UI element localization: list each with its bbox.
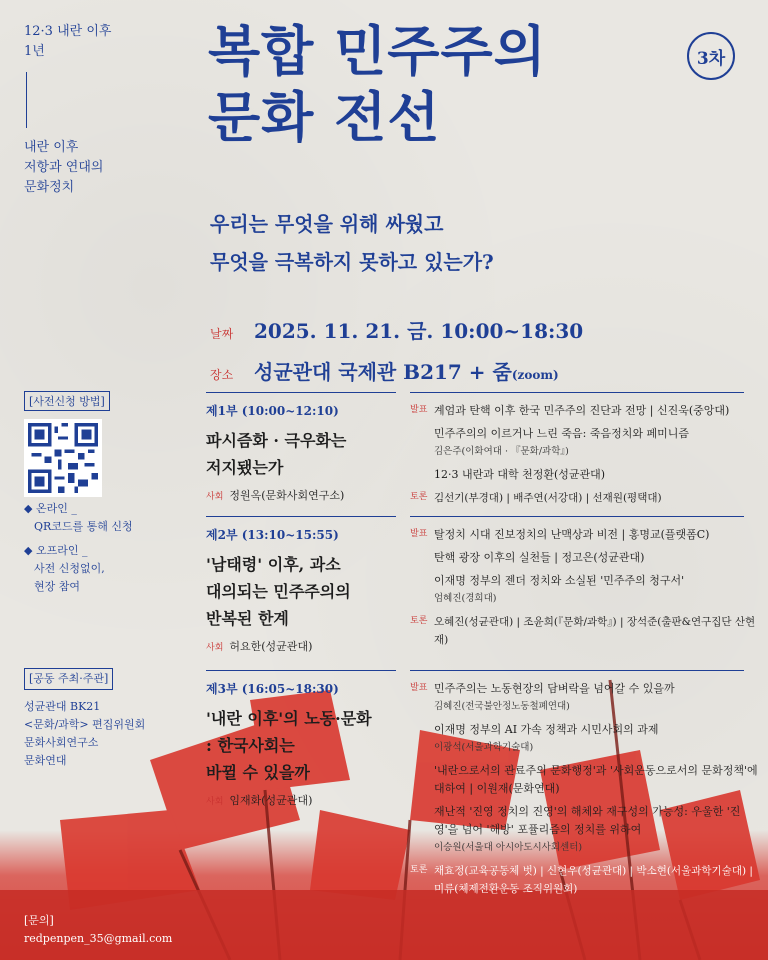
disc-names: 김선기(부경대) | 배주연(서강대) | 선재원(평택대) <box>434 492 662 504</box>
discussion-row <box>410 862 760 898</box>
registration-methods <box>24 500 184 596</box>
registration-section <box>24 390 110 497</box>
topic-line: 반복된 한계 <box>206 609 289 628</box>
host-3: 문화사회연구소 <box>24 736 99 749</box>
talk-title: 탈정치 시대 진보정치의 난맥상과 비전 | 홍명교(플랫폼C) <box>434 528 710 541</box>
talk-speaker: 엄혜진(경희대) <box>434 593 497 604</box>
talk-title: 이재명 정부의 AI 가속 정책과 시민사회의 과제 <box>434 723 659 736</box>
session-2-topic <box>206 551 396 632</box>
contact-section <box>24 912 184 948</box>
topic-line: '내란 이후'의 노동·문화 <box>206 709 372 728</box>
talk-title: 재난적 '진영 정치의 진영'의 해체와 재구성의 가능성: 우울한 '진영'을 넘어 '해방' 포퓰리즘의 정치를 위하여 <box>434 805 741 836</box>
place-row <box>210 356 583 385</box>
talk-item <box>434 572 760 608</box>
talk-label: 발표 <box>410 405 428 415</box>
topic-line: 대의되는 민주주의의 <box>206 582 351 601</box>
talk-title: 탄핵 광장 이후의 실천들 | 정고은(성균관대) <box>434 551 645 564</box>
hosts-section <box>24 668 184 770</box>
session-1 <box>206 402 396 503</box>
chair-name: 임재화(성균관대) <box>229 794 313 807</box>
place-label: 장소 <box>210 368 234 382</box>
hosts-tag: [공동 주최·주관] <box>24 668 113 690</box>
session-2 <box>206 526 396 654</box>
talk-speaker: 김혜진(전국불안정노동철폐연대) <box>434 701 570 712</box>
round-badge: 3차 <box>687 32 735 80</box>
subtitle-line1: 우리는 무엇을 위해 싸웠고 <box>210 212 444 236</box>
talk-item <box>434 526 760 544</box>
talk-item <box>434 680 760 716</box>
talk-speaker: 김은주(이화여대 · 『문화/과학』) <box>434 446 569 457</box>
session-1-talks <box>410 402 760 507</box>
subtitle-line2: 무엇을 극복하지 못하고 있는가? <box>210 250 494 274</box>
sidebar-divider <box>26 72 27 128</box>
divider <box>206 392 396 393</box>
online-desc: QR코드를 통해 신청 <box>34 520 133 533</box>
topic-line: 바뀔 수 있을까 <box>206 763 310 782</box>
offline-desc1: 사전 신청없이, <box>34 562 105 575</box>
contact-tag: [문의] <box>24 914 54 927</box>
host-4: 문화연대 <box>24 754 67 767</box>
session-1-chair <box>206 487 396 503</box>
date-row <box>210 315 583 344</box>
contact-email[interactable]: redpenpen_35@gmail.com <box>24 932 173 945</box>
chair-label: 사회 <box>206 797 224 807</box>
divider <box>410 670 744 671</box>
talk-item <box>434 402 760 420</box>
disc-label: 토론 <box>410 865 428 875</box>
topic-line: 파시즘화 · 극우화는 <box>206 431 347 450</box>
session-3 <box>206 680 396 808</box>
chair-name: 허요한(성균관대) <box>229 640 313 653</box>
divider <box>410 392 744 393</box>
chair-name: 정원옥(문화사회연구소) <box>229 489 345 502</box>
session-3-chair <box>206 792 396 808</box>
topic-line: : 한국사회는 <box>206 736 295 755</box>
talk-item <box>434 721 760 757</box>
talk-speaker: 이광석(서울과학기술대) <box>434 742 534 753</box>
place-zoom: (zoom) <box>511 368 559 382</box>
topic-line: 저지됐는가 <box>206 458 284 477</box>
chair-label: 사회 <box>206 492 224 502</box>
disc-names: 오혜진(성균관대) | 조윤희(『문화/과학』) | 장석준(출판&연구집단 산현재) <box>434 616 756 646</box>
talk-title: 12·3 내란과 대학 천정환(성균관대) <box>434 468 606 481</box>
main-title <box>208 18 547 150</box>
session-1-head: 제1부 (10:00~12:10) <box>206 404 339 418</box>
sidebar-theme2: 저항과 연대의 <box>24 160 104 175</box>
talk-item <box>434 803 760 857</box>
sidebar-header <box>24 22 174 198</box>
divider <box>410 516 744 517</box>
main-title-line1: 복합 민주주의 <box>208 19 547 83</box>
talk-title: 민주주의의 이르거나 느린 죽음: 죽음정치와 페미니즘 <box>434 427 689 440</box>
talk-title: 이재명 정부의 젠더 정치와 소실된 '민주주의 청구서' <box>434 574 685 587</box>
sidebar-line2: 1년 <box>24 44 45 59</box>
session-2-chair <box>206 638 396 654</box>
talk-speaker: 이승원(서울대 아시아도시사회센터) <box>434 842 583 853</box>
sidebar-line1: 12·3 내란 이후 <box>24 24 112 39</box>
talk-item <box>434 549 760 567</box>
talk-title: 계엄과 탄핵 이후 한국 민주주의 진단과 전망 | 신진욱(중앙대) <box>434 404 730 417</box>
offline-desc2: 현장 참여 <box>34 580 81 593</box>
disc-names: 채효정(교육공동체 벗) | 신현우(성균관대) | 박소현(서울과학기술대) | 미류(체제전환운동 조직위원회) <box>434 865 753 895</box>
disc-label: 토론 <box>410 492 428 502</box>
event-info <box>210 315 583 397</box>
main-title-line2: 문화 전선 <box>208 85 441 149</box>
date-label: 날짜 <box>210 327 234 341</box>
talk-item <box>434 762 760 798</box>
discussion-row <box>410 489 760 507</box>
date-value: 2025. 11. 21. 금. 10:00~18:30 <box>254 319 584 343</box>
talk-title: 민주주의는 노동현장의 담벼락을 넘어갈 수 있을까 <box>434 682 675 695</box>
talk-item <box>434 425 760 461</box>
divider <box>206 670 396 671</box>
offline-title: ◆ 오프라인 _ <box>24 544 88 557</box>
registration-tag: [사전신청 방법] <box>24 391 110 411</box>
talk-label: 발표 <box>410 683 428 693</box>
subtitle <box>210 205 494 281</box>
disc-label: 토론 <box>410 616 428 626</box>
sidebar-theme3: 문화정치 <box>24 180 75 195</box>
host-1: 성균관대 BK21 <box>24 700 101 713</box>
session-3-topic <box>206 705 396 786</box>
qr-code-icon[interactable] <box>24 419 102 497</box>
session-2-talks <box>410 526 760 649</box>
talk-title: '내란으로서의 관료주의 문화행정'과 '사회운동으로서의 문화정책'에 대하여 | 이원재(문화연대) <box>434 764 758 795</box>
session-2-head: 제2부 (13:10~15:55) <box>206 528 339 542</box>
online-title: ◆ 온라인 _ <box>24 502 77 515</box>
talk-item <box>434 466 760 484</box>
sidebar-theme1: 내란 이후 <box>24 140 79 155</box>
session-1-topic <box>206 427 396 481</box>
talk-label: 발표 <box>410 529 428 539</box>
discussion-row <box>410 613 760 649</box>
divider <box>206 516 396 517</box>
session-3-head: 제3부 (16:05~18:30) <box>206 682 339 696</box>
chair-label: 사회 <box>206 643 224 653</box>
host-2: <문화/과학> 편집위원회 <box>24 718 146 731</box>
session-3-talks <box>410 680 760 898</box>
topic-line: '남태령' 이후, 과소 <box>206 555 341 574</box>
place-value: 성균관대 국제관 B217 + 줌 <box>254 360 512 384</box>
